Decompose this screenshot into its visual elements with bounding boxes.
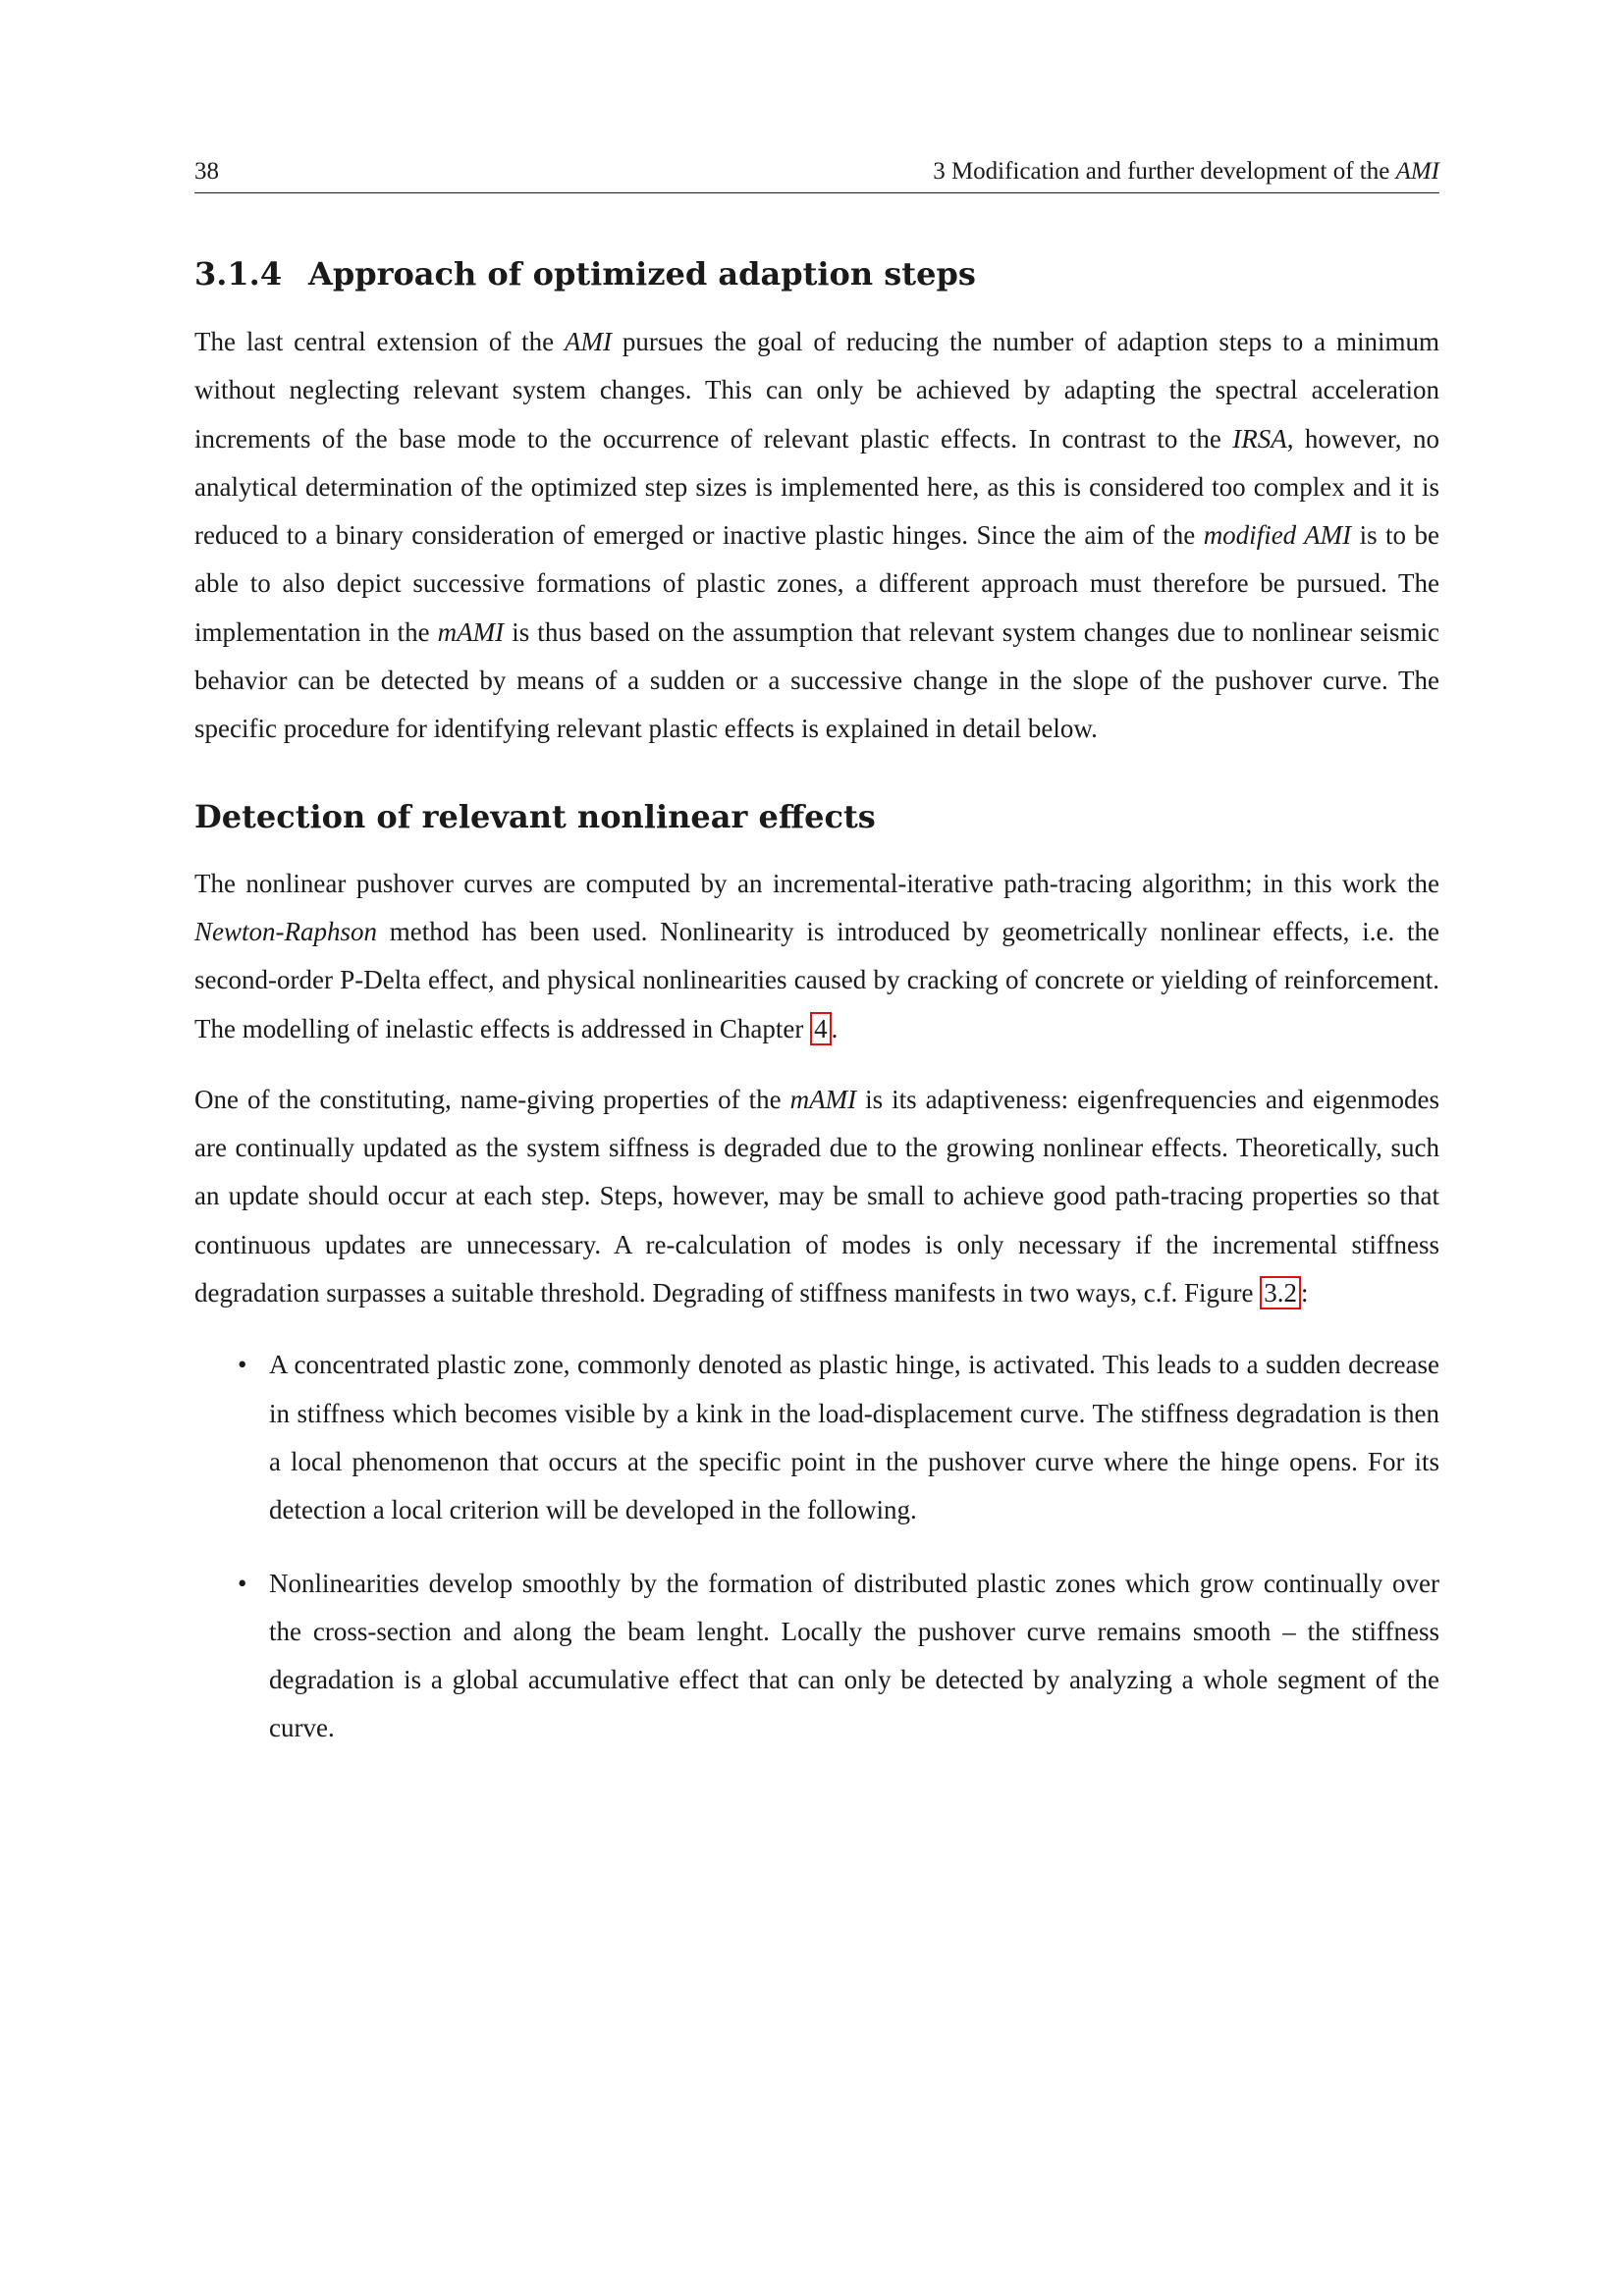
italic-term: Newton-Raphson <box>194 916 377 946</box>
italic-term: AMI <box>565 327 613 356</box>
subsection-paragraph-2 <box>194 1076 1439 1317</box>
italic-term: IRSA <box>1232 423 1287 454</box>
text-run: is to be able to also depict successive formations of plastic zones, a different approach must therefore be pursued. The implementation in the <box>194 520 1439 647</box>
text-run: , however, no analytical determination of the optimized step sizes is implemented here, as this is considered too complex and it is reduced to a binary consideration of emerged or inactive plastic hinges. Since the aim of the <box>194 423 1439 551</box>
italic-term: mAMI <box>437 616 505 647</box>
list-item <box>194 1560 1439 1753</box>
page-number: 38 <box>194 158 219 185</box>
bullet-icon: • <box>238 1350 247 1380</box>
page <box>194 157 1439 1753</box>
running-title-text: 3 Modification and further development of the <box>933 158 1396 185</box>
subsection-paragraph-1 <box>194 860 1439 1053</box>
running-title-acronym: AMI <box>1395 158 1439 185</box>
subsection-heading: Detection of relevant nonlinear effects <box>194 797 876 835</box>
text-run: The nonlinear pushover curves are computed by an incremental-iterative path-tracing algorithm; in this work the <box>194 868 1439 898</box>
list-item <box>194 1341 1439 1534</box>
section-number: 3.1.4 <box>194 255 283 293</box>
bullet-icon: • <box>238 1568 247 1598</box>
section-heading <box>194 254 1439 294</box>
text-run: pursues the goal of reducing the number of adaption steps to a minimum without neglecting relevant system changes. This can only be achieved by adapting the spectral acceleration increments of the base mode to the occurrence of relevant plastic effects. In contrast to the <box>194 327 1439 454</box>
list-item-text: A concentrated plastic zone, commonly denoted as plastic hinge, is activated. This leads to a sudden decrease in stiffness which becomes visible by a kink in the load-displacement curve. The stiffness degradation is then a local phenomenon that occurs at the specific point in the pushover curve where the hinge opens. For its detection a local criterion will be developed in the following. <box>269 1350 1439 1525</box>
list-item-text: Nonlinearities develop smoothly by the formation of distributed plastic zones which grow continually over the cross-section and along the beam lenght. Locally the pushover curve remains smooth – the stiffness degradation is a global accumulative effect that can only be detected by analyzing a whole segment of the curve. <box>269 1568 1439 1743</box>
text-run: is thus based on the assumption that relevant system changes due to nonlinear seismic behavior can be detected by means of a sudden or a successive change in the slope of the pushover curve. The specific procedure for identifying relevant plastic effects is explained in detail below. <box>194 616 1439 744</box>
bullet-list <box>194 1341 1439 1752</box>
figure-link[interactable]: 3.2 <box>1260 1276 1301 1309</box>
text-run: The last central extension of the <box>194 327 566 356</box>
chapter-link[interactable]: 4 <box>810 1012 832 1045</box>
running-title <box>933 157 1439 187</box>
text-run: is its adaptiveness: eigenfrequencies and eigenmodes are continually updated as the system siffness is degraded due to the growing nonlinear effects. Theoretically, such an update should occur at each step. Steps, however, may be small to achieve good path-tracing properties so that continuous updates are unnecessary. A re-calculation of modes is only necessary if the incremental stiffness degradation surpasses a suitable threshold. Degrading of stiffness manifests in two ways, c.f. Figure <box>194 1084 1439 1308</box>
running-header <box>194 157 1439 193</box>
text-run: One of the constituting, name-giving properties of the <box>194 1084 790 1114</box>
section-paragraph <box>194 318 1439 754</box>
italic-term: mAMI <box>789 1084 857 1114</box>
text-run: method has been used. Nonlinearity is introduced by geometrically nonlinear effects, i.e. the second-order P-Delta effect, and physical nonlinearities caused by cracking of concrete or yielding of reinforcement. The modelling of inelastic effects is addressed in Chapter <box>194 916 1439 1043</box>
section-title: Approach of optimized adaption steps <box>308 255 976 293</box>
text-run: : <box>1301 1278 1309 1308</box>
text-run: . <box>831 1013 839 1043</box>
italic-term: modified AMI <box>1203 520 1352 551</box>
